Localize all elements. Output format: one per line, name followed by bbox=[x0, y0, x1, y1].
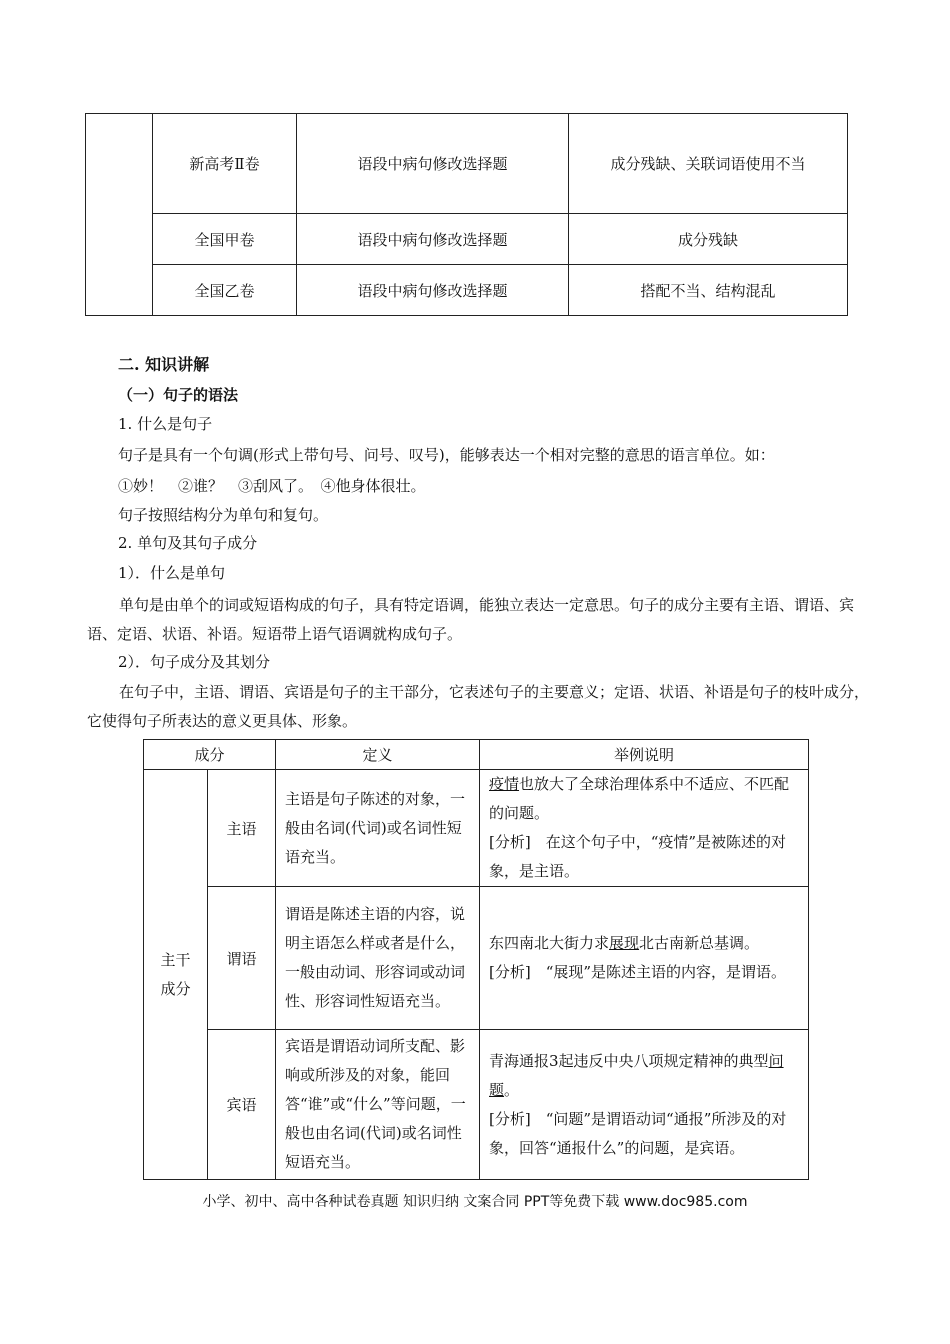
component-name: 宾语 bbox=[208, 1030, 276, 1180]
example-text: 东四南北大街力求 bbox=[489, 934, 610, 952]
table-row bbox=[144, 887, 809, 1030]
example-highlight: 疫情 bbox=[489, 775, 520, 793]
focus-cell: 成分残缺 bbox=[569, 214, 848, 265]
example-text: 青海通报3起违反中央八项规定精神的典型 bbox=[489, 1051, 769, 1070]
example-text: 。 bbox=[504, 1080, 520, 1099]
focus-cell: 搭配不当、结构混乱 bbox=[569, 265, 848, 316]
example-highlight: 问题 bbox=[489, 1051, 784, 1099]
table-row bbox=[86, 214, 848, 265]
sub-question: 1）．什么是单句 bbox=[118, 564, 226, 582]
examples-line: ①妙！ ②谁？ ③刮风了。 ④他身体很壮。 bbox=[118, 477, 426, 495]
type-cell: 语段中病句修改选择题 bbox=[297, 214, 569, 265]
merged-cell bbox=[86, 114, 153, 316]
analysis-text: [分析] 在这个句子中，“疫情”是被陈述的对象，是主语。 bbox=[489, 833, 787, 880]
focus-cell: 成分残缺、关联词语使用不当 bbox=[569, 114, 848, 214]
example-cell bbox=[480, 887, 809, 1030]
type-cell: 语段中病句修改选择题 bbox=[297, 265, 569, 316]
paragraph: 在句子中，主语、谓语、宾语是句子的主干部分，它表述句子的主要意义；定语、状语、补语是句子的枝叶成分，它使得句子所表达的意义更具体、形象。 bbox=[87, 683, 870, 730]
exam-table bbox=[85, 113, 848, 316]
definition-cell: 主语是句子陈述的对象，一般由名词(代词)或名词性短语充当。 bbox=[276, 770, 480, 887]
analysis-text: [分析] “展现”是陈述主语的内容，是谓语。 bbox=[489, 963, 787, 981]
example-text: 北古南新总基调。 bbox=[639, 934, 760, 952]
example-text: 也放大了全球治理体系中不适应、不匹配的问题。 bbox=[489, 775, 790, 822]
section-heading: 二. 知识讲解 bbox=[118, 355, 210, 374]
component-name: 主语 bbox=[208, 770, 276, 887]
paper-cell: 全国乙卷 bbox=[153, 265, 297, 316]
paragraph: 句子按照结构分为单句和复句。 bbox=[118, 506, 329, 524]
column-header: 定义 bbox=[276, 740, 480, 770]
table-row bbox=[144, 770, 809, 887]
sub-question: 2）．句子成分及其划分 bbox=[118, 653, 271, 671]
question-heading: 1. 什么是句子 bbox=[118, 415, 213, 433]
component-table bbox=[143, 739, 809, 1180]
component-name: 谓语 bbox=[208, 887, 276, 1030]
example-cell bbox=[480, 770, 809, 887]
table-row bbox=[144, 1030, 809, 1180]
analysis-text: [分析] “问题”是谓语动词“通报”所涉及的对象，回答“通报什么”的问题，是宾语。 bbox=[489, 1109, 787, 1157]
group-cell: 主干 成分 bbox=[144, 770, 208, 1180]
paragraph: 单句是由单个的词或短语构成的句子，具有特定语调，能独立表达一定意思。句子的成分主要有主语、谓语、宾语、定语、状语、补语。短语带上语气语调就构成句子。 bbox=[87, 596, 855, 643]
table-row bbox=[86, 265, 848, 316]
definition-cell: 谓语是陈述主语的内容，说明主语怎么样或者是什么，一般由动词、形容词或动词性、形容词性短语充当。 bbox=[276, 887, 480, 1030]
table-row bbox=[86, 114, 848, 214]
question-heading: 2. 单句及其句子成分 bbox=[118, 534, 258, 552]
definition-cell: 宾语是谓语动词所支配、影响或所涉及的对象，能回答“谁”或“什么”等问题，一般也由名词(代词)或名词性短语充当。 bbox=[276, 1030, 480, 1180]
type-cell: 语段中病句修改选择题 bbox=[297, 114, 569, 214]
table-header-row bbox=[144, 740, 809, 770]
example-cell bbox=[480, 1030, 809, 1180]
paper-cell: 全国甲卷 bbox=[153, 214, 297, 265]
sub-heading: （一）句子的语法 bbox=[118, 386, 239, 404]
column-header: 成分 bbox=[144, 740, 276, 770]
paragraph: 句子是具有一个句调(形式上带句号、问号、叹号)，能够表达一个相对完整的意思的语言单位。如： bbox=[118, 446, 775, 464]
column-header: 举例说明 bbox=[480, 740, 809, 770]
example-highlight: 展现 bbox=[609, 934, 640, 952]
paper-cell: 新高考Ⅱ卷 bbox=[153, 114, 297, 214]
page-footer: 小学、初中、高中各种试卷真题 知识归纳 文案合同 PPT等免费下载 www.doc985.com bbox=[202, 1194, 748, 1210]
